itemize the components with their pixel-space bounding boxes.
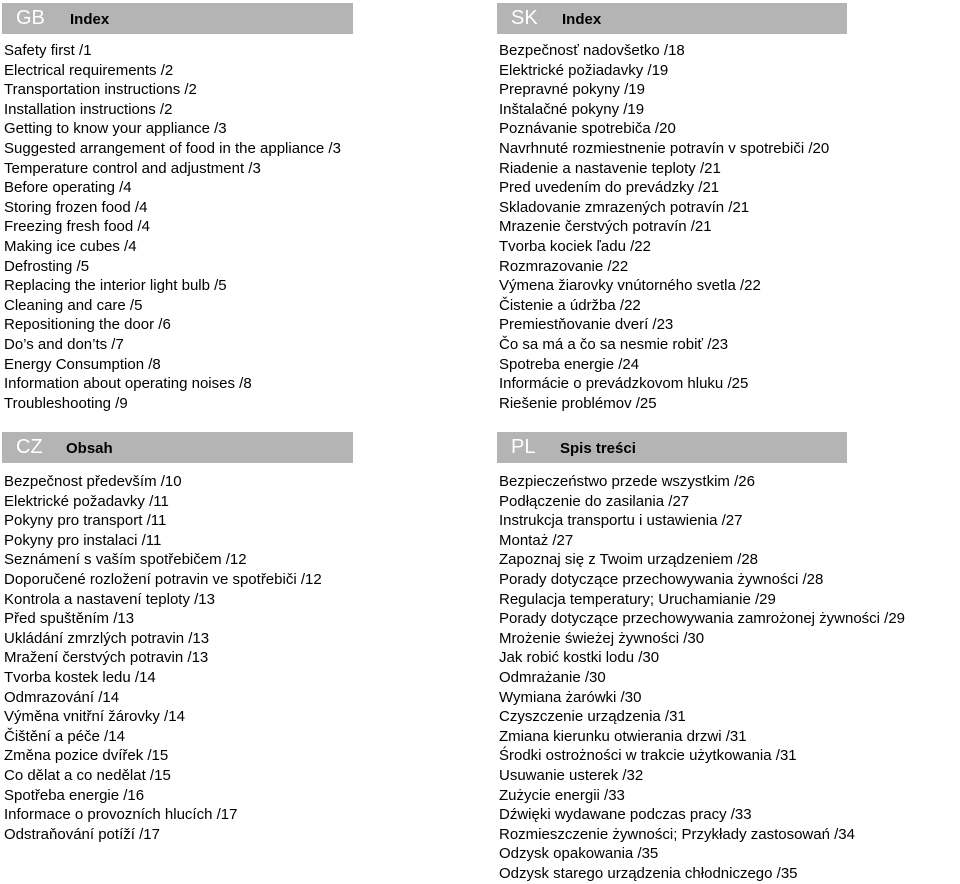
index-entry: Safety first /1 <box>4 42 92 59</box>
index-list <box>2 41 353 413</box>
index-entry: Čo sa má a čo sa nesmie robiť /23 <box>499 335 729 353</box>
index-entry: Wymiana żarówki /30 <box>499 688 642 706</box>
language-code: SK <box>511 7 538 29</box>
index-entry: Premiestňovanie dverí /23 <box>499 316 674 334</box>
index-entry: Inštalačné pokyny /19 <box>499 100 645 118</box>
index-entry: Installation instructions /2 <box>4 100 173 118</box>
index-entry: Elektrické požiadavky /19 <box>499 61 669 79</box>
section-gb <box>2 3 353 413</box>
section-header <box>2 432 353 463</box>
index-entry: Riešenie problémov /25 <box>499 394 657 412</box>
index-entry: Informace o provozních hlucích /17 <box>4 806 238 824</box>
index-entry: Co dělat a co nedělat /15 <box>4 766 171 784</box>
index-entry: Výmena žiarovky vnútorného svetla /22 <box>499 277 761 295</box>
index-entry: Transportation instructions /2 <box>4 81 197 99</box>
index-entry: Bezpečnosť nadovšetko /18 <box>499 42 685 59</box>
index-entry: Změna pozice dvířek /15 <box>4 747 169 765</box>
index-entry: Do’s and don’ts /7 <box>4 335 124 353</box>
section-cz <box>2 432 353 844</box>
index-entry: Porady dotyczące przechowywania żywności /28 <box>499 570 824 588</box>
section-pl <box>497 432 906 883</box>
index-entry: Podłączenie do zasilania /27 <box>499 492 690 510</box>
index-entry: Zużycie energii /33 <box>499 786 625 804</box>
index-entry: Odzysk starego urządzenia chłodniczego /35 <box>499 864 798 882</box>
index-entry: Seznámení s vaším spotřebičem /12 <box>4 551 247 569</box>
index-entry: Porady dotyczące przechowywania zamrożonej żywności /29 <box>499 610 906 628</box>
index-entry: Electrical requirements /2 <box>4 61 174 79</box>
index-entry: Odmrazování /14 <box>4 688 120 706</box>
index-entry: Elektrické požadavky /11 <box>4 492 169 510</box>
section-title: Obsah <box>66 440 113 457</box>
index-entry: Czyszczenie urządzenia /31 <box>499 708 686 726</box>
index-entry: Usuwanie usterek /32 <box>499 766 644 784</box>
language-code: PL <box>511 436 536 458</box>
index-entry: Před spuštěním /13 <box>4 610 135 628</box>
section-title: Spis treści <box>560 440 636 457</box>
index-entry: Výměna vnitřní žárovky /14 <box>4 708 185 726</box>
index-entry: Navrhnuté rozmiestnenie potravín v spotrebiči /20 <box>499 139 830 157</box>
section-title: Index <box>562 11 602 28</box>
index-entry: Tvorba kociek ľadu /22 <box>499 237 651 255</box>
index-list <box>497 472 906 883</box>
index-entry: Mrazenie čerstvých potravín /21 <box>499 218 712 236</box>
index-entry: Montaż /27 <box>499 531 574 549</box>
index-list <box>497 41 847 413</box>
index-entry: Odmrażanie /30 <box>499 668 606 686</box>
index-entry: Regulacja temperatury; Uruchamianie /29 <box>499 590 776 608</box>
index-entry: Poznávanie spotrebiča /20 <box>499 120 676 138</box>
index-entry: Doporučené rozložení potravin ve spotřebiči /12 <box>4 570 322 588</box>
index-entry: Pred uvedením do prevádzky /21 <box>499 179 720 197</box>
index-entry: Zapoznaj się z Twoim urządzeniem /28 <box>499 551 759 569</box>
index-entry: Bezpieczeństwo przede wszystkim /26 <box>499 473 755 490</box>
index-entry: Kontrola a nastavení teploty /13 <box>4 590 215 608</box>
index-entry: Bezpečnost především /10 <box>4 473 182 490</box>
index-entry: Freezing fresh food /4 <box>4 218 150 236</box>
index-entry: Čistenie a údržba /22 <box>499 296 641 314</box>
index-entry: Before operating /4 <box>4 179 132 197</box>
index-entry: Rozmrazovanie /22 <box>499 257 629 275</box>
index-entry: Temperature control and adjustment /3 <box>4 159 261 177</box>
section-header <box>497 3 847 34</box>
index-entry: Jak robić kostki lodu /30 <box>499 649 660 667</box>
index-entry: Pokyny pro instalaci /11 <box>4 531 162 549</box>
index-list <box>2 472 353 844</box>
index-entry: Pokyny pro transport /11 <box>4 512 167 530</box>
index-entry: Troubleshooting /9 <box>4 394 128 412</box>
index-entry: Odzysk opakowania /35 <box>499 845 659 863</box>
index-entry: Prepravné pokyny /19 <box>499 81 645 99</box>
index-entry: Spotřeba energie /16 <box>4 786 145 804</box>
language-code: GB <box>16 7 45 29</box>
section-header <box>2 3 353 34</box>
index-entry: Tvorba kostek ledu /14 <box>4 668 156 686</box>
index-entry: Riadenie a nastavenie teploty /21 <box>499 159 721 177</box>
index-entry: Suggested arrangement of food in the appliance /3 <box>4 139 341 157</box>
index-entry: Making ice cubes /4 <box>4 237 137 255</box>
index-entry: Instrukcja transportu i ustawienia /27 <box>499 512 743 530</box>
index-entry: Spotreba energie /24 <box>499 355 640 373</box>
index-entry: Čištění a péče /14 <box>4 727 125 745</box>
index-entry: Information about operating noises /8 <box>4 375 252 393</box>
index-entry: Mražení čerstvých potravin /13 <box>4 649 209 667</box>
section-title: Index <box>70 11 110 28</box>
language-code: CZ <box>16 436 43 458</box>
index-entry: Storing frozen food /4 <box>4 198 148 216</box>
index-entry: Zmiana kierunku otwierania drzwi /31 <box>499 727 747 745</box>
index-entry: Cleaning and care /5 <box>4 296 143 314</box>
index-entry: Getting to know your appliance /3 <box>4 120 227 138</box>
section-header <box>497 432 847 463</box>
index-entry: Informácie o prevádzkovom hluku /25 <box>499 375 749 393</box>
index-entry: Mrożenie świeżej żywności /30 <box>499 629 705 647</box>
index-entry: Dźwięki wydawane podczas pracy /33 <box>499 806 752 824</box>
index-entry: Skladovanie zmrazených potravín /21 <box>499 198 750 216</box>
index-entry: Energy Consumption /8 <box>4 355 161 373</box>
index-entry: Repositioning the door /6 <box>4 316 171 334</box>
index-entry: Defrosting /5 <box>4 257 90 275</box>
index-entry: Rozmieszczenie żywności; Przykłady zastosowań /34 <box>499 825 855 843</box>
section-sk <box>497 3 847 413</box>
index-entry: Ukládání zmrzlých potravin /13 <box>4 629 210 647</box>
index-entry: Odstraňování potíží /17 <box>4 825 160 843</box>
index-entry: Środki ostrożności w trakcie użytkowania /31 <box>499 747 797 765</box>
index-entry: Replacing the interior light bulb /5 <box>4 277 227 295</box>
